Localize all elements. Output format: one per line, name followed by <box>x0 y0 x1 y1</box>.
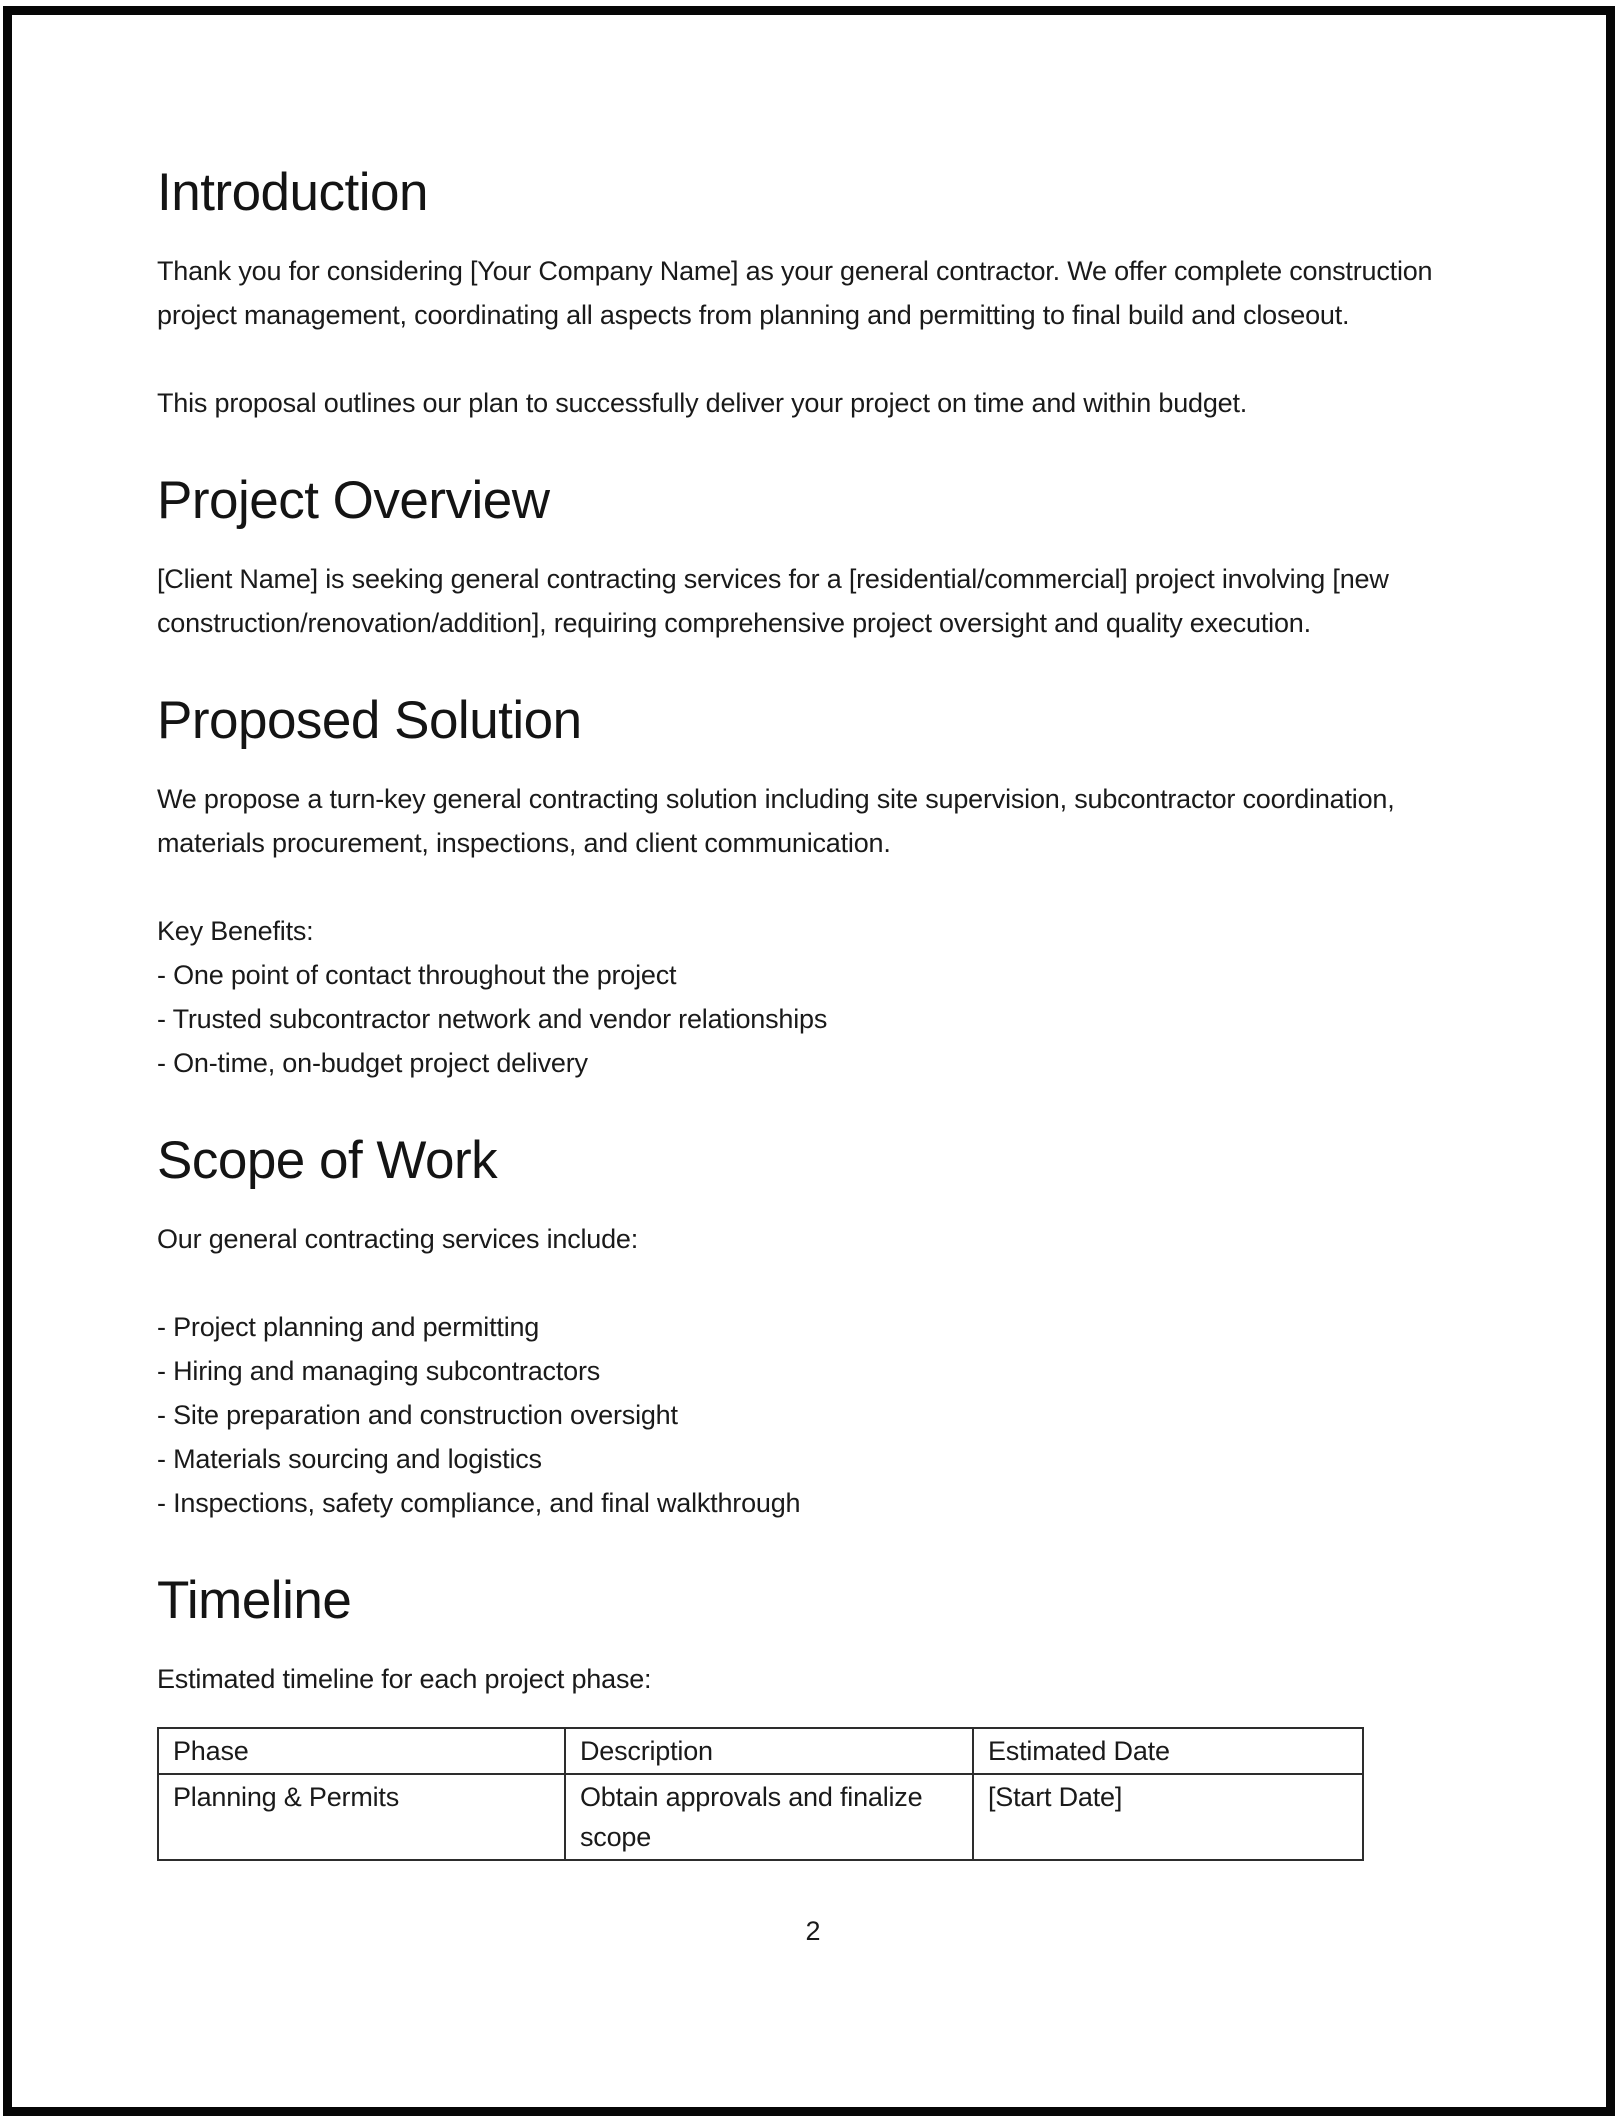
section-heading: Introduction <box>157 163 428 222</box>
cell-description: Obtain approvals and finalize scope <box>565 1774 973 1860</box>
section-heading: Project Overview <box>157 471 550 530</box>
paragraph: We propose a turn-key general contracting solution including site supervision, subcontractor coordination, materials procurement, inspections, and client communication. <box>157 784 1395 858</box>
page-number: 2 <box>805 1916 821 1946</box>
document-page <box>3 6 1615 2116</box>
section-timeline <box>157 1573 1469 1861</box>
list-item: - Hiring and managing subcontractors <box>157 1356 601 1386</box>
paragraph: Our general contracting services include: <box>157 1224 639 1254</box>
timeline-table <box>157 1727 1364 1861</box>
cell-estimated-date: [Start Date] <box>973 1774 1363 1860</box>
services-list <box>157 1305 1469 1525</box>
section-heading: Scope of Work <box>157 1131 498 1190</box>
list-item: - Trusted subcontractor network and vendor relationships <box>157 1004 828 1034</box>
section-introduction <box>157 165 1469 425</box>
list-intro: Key Benefits: <box>157 916 314 946</box>
table-header-row <box>158 1728 1363 1774</box>
section-scope-of-work <box>157 1133 1469 1525</box>
page-content <box>157 165 1469 1949</box>
column-header-phase: Phase <box>158 1728 565 1774</box>
paragraph: Estimated timeline for each project phase: <box>157 1664 652 1694</box>
section-heading: Proposed Solution <box>157 691 582 750</box>
section-project-overview <box>157 473 1469 645</box>
column-header-description: Description <box>565 1728 973 1774</box>
column-header-estimated-date: Estimated Date <box>973 1728 1363 1774</box>
list-item: - Materials sourcing and logistics <box>157 1444 542 1474</box>
list-item: - Project planning and permitting <box>157 1312 540 1342</box>
paragraph: This proposal outlines our plan to successfully deliver your project on time and within budget. <box>157 388 1248 418</box>
list-item: - Site preparation and construction oversight <box>157 1400 678 1430</box>
paragraph: Thank you for considering [Your Company Name] as your general contractor. We offer complete construction project management, coordinating all aspects from planning and permitting to final build and closeout. <box>157 256 1433 330</box>
cell-phase: Planning & Permits <box>158 1774 565 1860</box>
paragraph: [Client Name] is seeking general contracting services for a [residential/commercial] project involving [new construction/renovation/addition], requiring comprehensive project oversight and quality execution. <box>157 564 1389 638</box>
list-item: - Inspections, safety compliance, and final walkthrough <box>157 1488 801 1518</box>
section-proposed-solution <box>157 693 1469 1085</box>
list-item: - One point of contact throughout the project <box>157 960 677 990</box>
section-heading: Timeline <box>157 1571 352 1630</box>
key-benefits-list <box>157 909 1469 1085</box>
list-item: - On-time, on-budget project delivery <box>157 1048 588 1078</box>
table-row <box>158 1774 1363 1860</box>
